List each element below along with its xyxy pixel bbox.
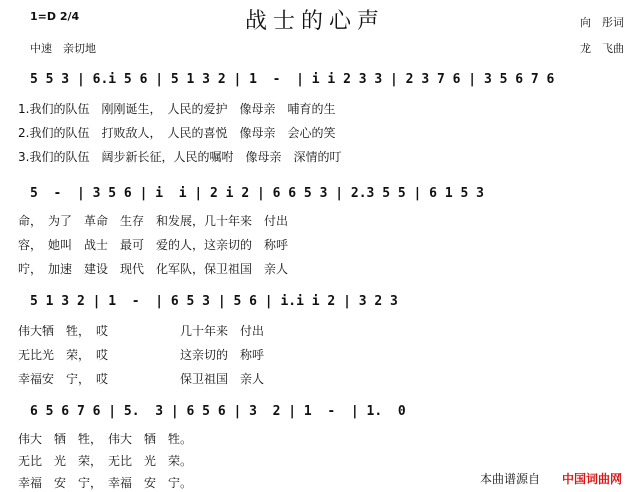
lyricist-credit: 向 彤词	[580, 16, 624, 29]
system3-lyric-3: 幸福安 宁， 哎 保卫祖国 亲人	[18, 372, 265, 386]
system4-lyric-3: 幸福 安 宁， 幸福 安 宁。	[18, 476, 193, 490]
system3-notes: 5 1 3 2 | 1 - | 6 5 3 | 5 6 | i.i i 2 | 3 2 3	[30, 294, 398, 309]
system2-lyric-1: 命， 为了 革命 生存 和发展，几十年来 付出	[18, 214, 289, 228]
song-title: 战士的心声	[244, 9, 385, 34]
system1-lyric-2: 2.我们的队伍 打败敌人， 人民的喜悦 像母亲 会心的笑	[18, 126, 336, 140]
system3-lyric-2: 无比光 荣， 哎 这亲切的 称呼	[18, 348, 265, 362]
system1-notes: 5 5 3 | 6.i 5 6 | 5 1 3 2 | 1 - | i i 2 3 3 | 2 3 7 6 | 3 5 6 7 6	[30, 72, 555, 87]
system2-notes: 5 - | 3 5 6 | i i | 2 i 2 | 6 6 5 3 | 2.3 5 5 | 6 1 5 3	[30, 186, 484, 201]
system1-lyric-1: 1.我们的队伍 刚刚诞生， 人民的爱护 像母亲 哺育的生	[18, 102, 336, 116]
key-signature: 1=D 2/4	[30, 10, 80, 23]
composer-credit: 龙 飞曲	[580, 42, 624, 55]
system1-lyric-3: 3.我们的队伍 阔步新长征，人民的嘱咐 像母亲 深情的叮	[18, 150, 342, 164]
system4-lyric-1: 伟大 牺 牲， 伟大 牺 牲。	[18, 432, 193, 446]
system2-lyric-2: 容， 她叫 战士 最可 爱的人，这亲切的 称呼	[18, 238, 289, 252]
site-watermark[interactable]: 中国词曲网	[561, 472, 622, 486]
system4-notes: 6 5 6 7 6 | 5. 3 | 6 5 6 | 3 2 | 1 - | 1. 0	[30, 404, 406, 419]
system2-lyric-3: 咛， 加速 建设 现代 化军队，保卫祖国 亲人	[18, 262, 289, 276]
system3-lyric-1: 伟大牺 牲， 哎 几十年来 付出	[18, 324, 265, 338]
tempo-marking: 中速 亲切地	[30, 42, 96, 55]
source-credit: 本曲谱源自	[479, 472, 540, 486]
system4-lyric-2: 无比 光 荣， 无比 光 荣。	[18, 454, 193, 468]
